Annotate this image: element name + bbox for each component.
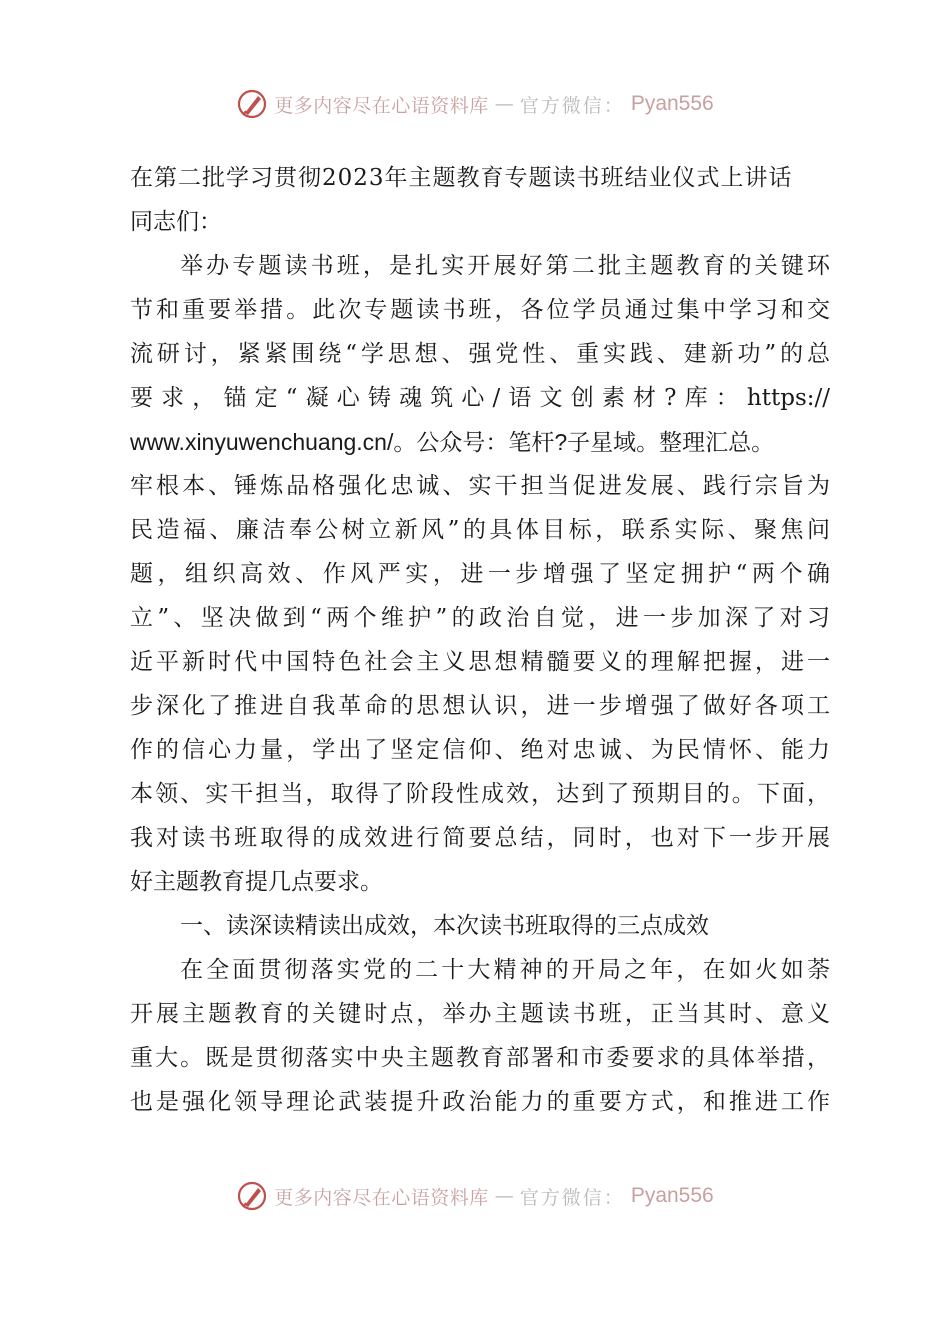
document-title: 在第二批学习贯彻2023年主题教育专题读书班结业仪式上讲话: [130, 165, 793, 191]
watermark-wechat-id: Pyan556: [630, 1184, 714, 1207]
paragraph-line: 节和重要举措。此次专题读书班，各位学员通过集中学习和交: [130, 297, 830, 323]
paragraph-line: 也是强化领导理论武装提升政治能力的重要方式，和推进工作: [130, 1089, 830, 1115]
document-body: [130, 156, 830, 1124]
watermark-subtitle: 官方微信：: [519, 94, 625, 117]
greeting: 同志们：: [130, 209, 222, 235]
paragraph-line: 题，组织高效、作风严实，进一步增强了坚定拥护“两个确: [130, 561, 830, 587]
paragraph-line-url: www.xinyuwenchuang.cn/。公众号：笔杆?子星域。整理汇总。: [130, 429, 775, 455]
paragraph-line: 步深化了推进自我革命的思想认识，进一步增强了做好各项工: [130, 693, 830, 719]
paragraph-line: 牢根本、锤炼品格强化忠诚、实干担当促进发展、践行宗旨为: [130, 473, 830, 499]
watermark-separator: —: [494, 1185, 514, 1207]
watermark-text: 更多内容尽在心语资料库: [274, 1186, 489, 1209]
paragraph-line: 近平新时代中国特色社会主义思想精髓要义的理解把握，进一: [130, 649, 830, 675]
paragraph-line: 举办专题读书班，是扎实开展好第二批主题教育的关键环: [180, 253, 830, 279]
paragraph-line: 开展主题教育的关键时点，举办主题读书班，正当其时、意义: [130, 1001, 830, 1027]
quill-logo-icon: [236, 88, 268, 120]
watermark-banner-top: [0, 84, 950, 124]
paragraph-line: 在全面贯彻落实党的二十大精神的开局之年，在如火如荼: [180, 957, 830, 983]
paragraph-line: 作的信心力量，学出了坚定信仰、绝对忠诚、为民情怀、能力: [130, 737, 830, 763]
paragraph-line: 好主题教育提几点要求。: [130, 869, 383, 895]
paragraph-line: 要求，锚定“凝心铸魂筑心/语文创素材?库：https://: [130, 385, 830, 411]
watermark-banner-bottom: [0, 1176, 950, 1216]
watermark-text: 更多内容尽在心语资料库: [274, 94, 489, 117]
paragraph-line: 我对读书班取得的成效进行简要总结，同时，也对下一步开展: [130, 825, 830, 851]
section-heading: 一、读深读精读出成效，本次读书班取得的三点成效: [180, 913, 709, 939]
paragraph-line: 流研讨，紧紧围绕“学思想、强党性、重实践、建新功”的总: [130, 341, 830, 367]
paragraph-line: 民造福、廉洁奉公树立新风”的具体目标，联系实际、聚焦问: [130, 517, 830, 543]
watermark-subtitle: 官方微信：: [519, 1186, 625, 1209]
paragraph-line: 立”、坚决做到“两个维护”的政治自觉，进一步加深了对习: [130, 605, 830, 631]
watermark-separator: —: [494, 93, 514, 115]
paragraph-line: 本领、实干担当，取得了阶段性成效，达到了预期目的。下面，: [130, 781, 830, 807]
paragraph-line: 重大。既是贯彻落实中央主题教育部署和市委要求的具体举措，: [130, 1045, 830, 1071]
watermark-wechat-id: Pyan556: [630, 92, 714, 115]
quill-logo-icon: [236, 1180, 268, 1212]
